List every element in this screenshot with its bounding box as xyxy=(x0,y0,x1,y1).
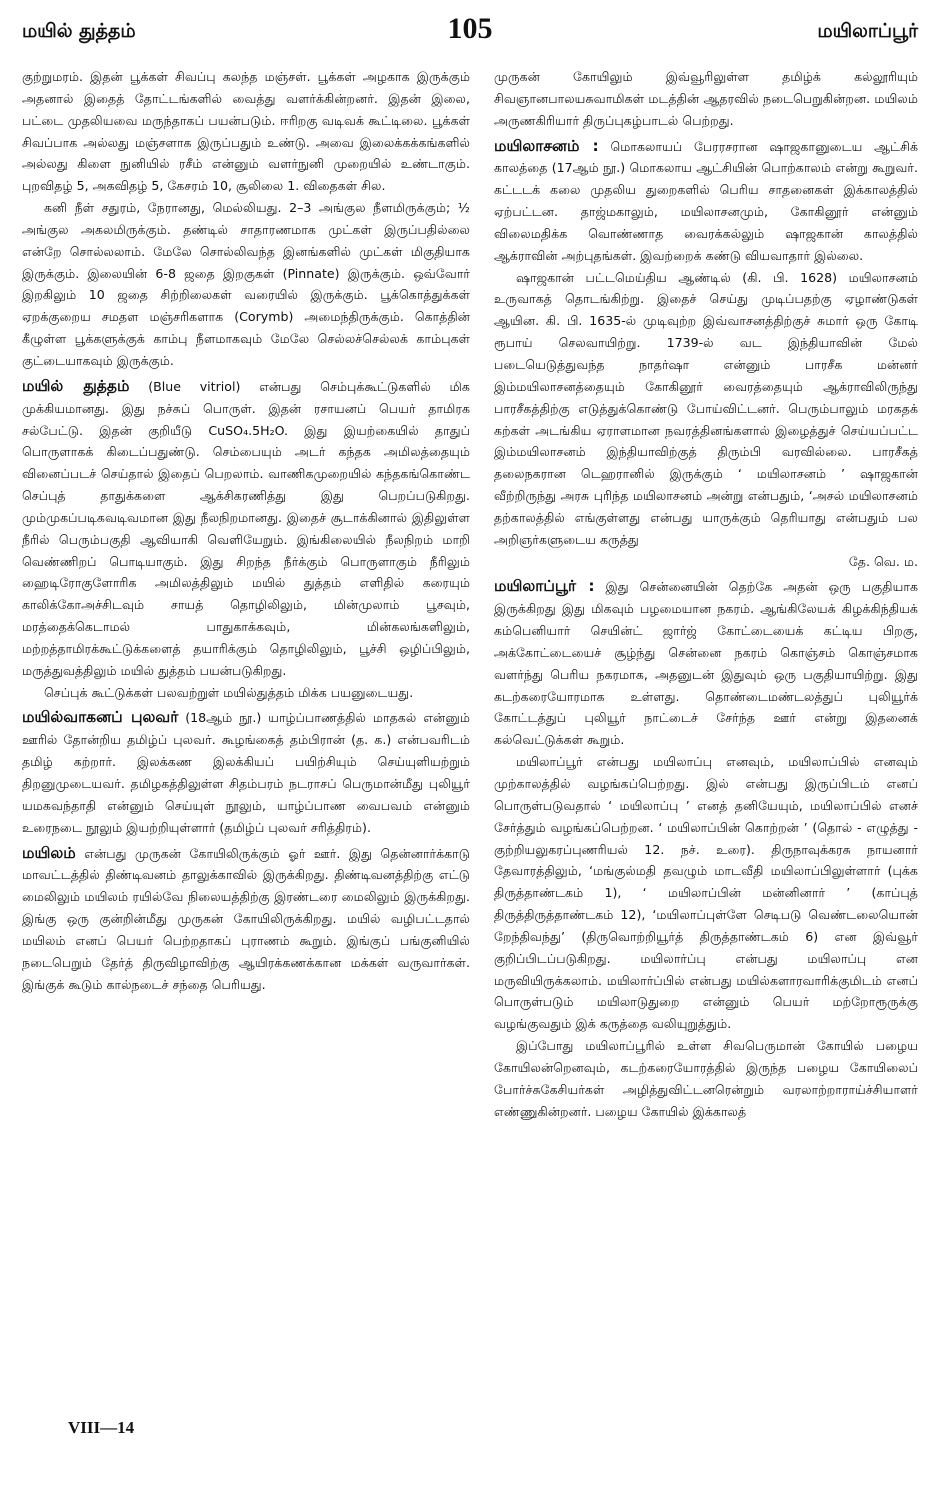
paragraph: ஷாஜகான் பட்டமெய்திய ஆண்டில் (கி. பி. 1628) மயிலாசனம் உருவாகத் தொடங்கிற்று. இதைச் செய்து முடிப்பதற்கு ஏழாண்டுகள் ஆயின. கி. பி. 1635-ல் முடிவுற்ற இவ்வாசனத்திற்குச் சுமார் ஒரு கோடி ரூபாய் செலவாயிற்று. 1739-ல் வட இந்தியாவின் மேல் படையெடுத்துவந்த நாதர்ஷா என்னும் பாரசீக மன்னர் இம்மயிலாசனத்தையும் கோகினூர் வைரத்தையும் ஆக்ராவிலிருந்து பாரசீகத்திற்கு எடுத்துக்கொண்டு போய்விட்டனர். பெரும்பாலும் மரகதக் கற்கள் அடங்கிய ஏராளமான நவரத்தினங்களால் இழைத்துச் செய்யப்பட்ட இம்மயிலாசனம் இந்தியாவிற்குத் திரும்பி வரவில்லை. பாரசீகத் தலைநகரான டெஹரானில் இருக்கும் ‘ மயிலாசனம் ’ ஷாஜகான் வீற்றிருந்து அரசு புரிந்த மயிலாசனம் அன்று என்பதும், ‘அசல் மயிலாசனம் தற்காலத்தில் எங்குள்ளது என்பது யாருக்கும் தெரியாது என்பதும் பல அறிஞர்களுடைய கருத்து xyxy=(494,269,918,547)
entry-mayilam xyxy=(22,843,470,996)
entry-heading: மயிலம் xyxy=(22,843,76,862)
entry-heading: மயிலாசனம் : xyxy=(494,136,599,155)
entry-heading: மயில் துத்தம் xyxy=(22,376,130,395)
entry-text: என்பது முருகன் கோயிலிருக்கும் ஓர் ஊர். இது தென்னார்க்காடு மாவட்டத்தில் திண்டிவனம் தாலுக்காவில் இருக்கிறது. திண்டிவனத்திற்கு எட்டு மைலிலும் மயிலம் ரயில்வே நிலையத்திற்கு இரண்டரை மைலிலும் இருக்கிறது. இங்கு ஒரு குன்றின்மீது முருகன் கோயிலிருக்கிறது. மயில் வழிபட்டதால் மயிலம் எனப் பெயர் பெற்றதாகப் புராணம் கூறும். இங்குப் பங்குனியில் நடைபெறும் தேர்த் திருவிழாவிற்கு ஆயிரக்கணக்கான மக்கள் வருவார்கள். இங்குக் கூடும் கால்நடைச் சந்தை பெரியது. xyxy=(22,845,470,992)
entry-text: மொகலாயப் பேரரசரான ஷாஜகானுடைய ஆட்சிக் காலத்தை (17ஆம் நூ.) மொகலாய ஆட்சியின் பொற்காலம் என்று கூறுவர். கட்டடக் கலை முதலிய துறைகளில் பெரிய சாதனைகள் இக்காலத்தில் ஏற்பட்டன. தாஜ்மகாலும், மயிலாசனமும், கோகினூர் என்னும் விலைமதிக்க வொண்ணாத வைரக்கல்லும் ஷாஜகான் காலத்தில் ஆக்ராவின் அற்புதங்கள். இவற்றைக் கண்டு வியவாதார் இல்லை. xyxy=(494,138,919,263)
page-number: 105 xyxy=(447,12,493,45)
volume-signature: VIII—14 xyxy=(68,1418,135,1437)
paragraph: முருகன் கோயிலும் இவ்வூரிலுள்ள தமிழ்க் கல்லூரியும் சிவஞானபாலயசுவாமிகள் மடத்தின் ஆதரவில் நடைபெறுகின்றன. மயிலம் அருணகிரியார் திருப்புகழ்பாடல் பெற்றது. xyxy=(494,69,918,128)
page-header xyxy=(22,12,918,54)
entry-text: இது சென்னையின் தெற்கே அதன் ஒரு பகுதியாக இருக்கிறது இது மிகவும் பழமையான நகரம். ஆங்கிலேயக் கிழக்கிந்தியக் கம்பெனியார் செயின்ட் ஜார்ஜ் கோட்டையைக் கட்டிய பிறகு, அக்கோட்டையைச் சூழ்ந்து சென்னை நகரம் கொஞ்சம் கொஞ்சமாக வளர்ந்து பெரிய நகரமாக, அதனுடன் இதுவும் ஒரு பகுதியாயிற்று. இது கடற்கரையோரமாக உள்ளது. தொண்டைமண்டலத்துப் புலியூர்க் கோட்டத்துப் புலியூர் நாட்டைச் சேர்ந்த ஊர் என்று இதனைக் கல்வெட்டுக்கள் கூறும். xyxy=(494,579,918,748)
entry-heading: மயில்வாகனப் புலவர் xyxy=(22,708,179,727)
entry-heading: மயிலாப்பூர் : xyxy=(494,577,595,596)
paragraph: மயிலாப்பூர் என்பது மயிலாப்பு எனவும், மயிலாப்பில் எனவும் முற்காலத்தில் வழங்கப்பெற்றது. இல் என்பது இருப்பிடம் எனப் பொருள்படுவதால் ‘ மயிலாப்பு ’ எனத் தனியேயும், மயிலாப்பில் எனச் சேர்த்தும் வழங்கப்பெற்றன. ‘ மயிலாப்பின் கொற்றன் ’ (தொல் - எழுத்து - குற்றியலுகரப்புணரியல் 12. நச். உரை). திருநாவுக்கரசு நாயனார் தேவாரத்திலும், ‘மங்குல்மதி தவழும் மாடவீதி மயிலாப்பிலுள்ளார் (புக்க திருத்தாண்டகம் 1), ‘ மயிலாப்பின் மன்னினார் ’ (காப்புத் திருத்திருத்தாண்டகம் 12), ‘மயிலாப்புள்ளே செடிபடு வெண்டலையொன் றேந்திவந்து’ (திருவொற்றியூர்த் திருத்தாண்டகம் 6) என இவ்வூர் குறிப்பிடப்படுகிறது. மயிலார்ப்பு என்பது மயிலாப்பு என மருவியிருக்கலாம். மயிலார்ப்பில் என்பது மயில்களாரவாரிக்குமிடம் எனப் பொருள்படும் மயிலாடுதுறை என்னும் பெயர் மற்றோரூருக்கு வழங்குவதும் இக் கருத்தை வலியுறுத்தும். xyxy=(494,754,918,1032)
entry-mayilvagana-pulavar xyxy=(22,707,470,838)
entry-text: (18ஆம் நூ.) யாழ்ப்பாணத்தில் மாதகல் என்னும் ஊரில் தோன்றிய தமிழ்ப் புலவர். கூழங்கைத் தம்பிரான் (த. க.) என்பவரிடம் தமிழ் கற்றார். இலக்கண இலக்கியப் பயிற்சியும் செய்யுளியற்றும் திறனுமுடையவர். தமிழகத்திலுள்ள சிதம்பரம் நடராசப் பெருமான்மீது புலியூர் யமகவந்தாதி என்னும் செய்யுள் நூலும், யாழ்ப்பாண வைபவம் என்னும் உரைநடை நூலும் இயற்றியுள்ளார் (தமிழ்ப் புலவர் சரித்திரம்). xyxy=(22,710,470,835)
paragraph: கனி நீள் சதுரம், நேரானது, மெல்லியது. 2–3 அங்குல நீளமிருக்கும்; ½ அங்குல அகலமிருக்கும். தண்டில் சாதாரணமாக முட்கள் இருப்பதில்லை என்றே சொல்லலாம். மேலே சொல்லிவந்த இனங்களில் முட்கள் மிகுதியாக இருக்கும். இலையின் 6-8 ஜதை இறகுகள் (Pinnate) இருக்கும். ஒவ்வோர் இறகிலும் 10 ஜதை சிற்றிலைகள் வரையில் இருக்கும். பூக்கொத்துக்கள் ஏறக்குறைய சமதள மஞ்சரிகளாக (Corymb) அமைந்திருக்கும். கொத்தின் கீழுள்ள பூக்களுக்குக் காம்பு நீளமாகவும் மேலே செல்லச்செல்லக் காம்புகள் குட்டையாகவும் இருக்கும். xyxy=(22,200,470,368)
entry-text: (Blue vitriol) என்பது செம்புக்கூட்டுகளில் மிக முக்கியமானது. இது நச்சுப் பொருள். இதன் ரசாயனப் பெயர் தாமிரக சல்பேட்டு. இதன் குறியீடு CuSO₄.5H₂O. இது இயற்கையில் தாதுப் பொருளாகக் கிடைப்பதுண்டு. செம்பையும் அடர் கந்தக அமிலத்தையும் வினைப்படச் செய்தால் இதைப் பெறலாம். வாணிகமுறையில் கந்தகங்கொண்ட செப்புத் தாதுக்களை ஆக்சிகரணித்து இது பெறப்படுகிறது. மும்முகப்படிகவடிவமான இது நீலநிறமானது. இதைச் சூடாக்கினால் இதிலுள்ள நீரில் பெரும்பகுதி ஆவியாகி வெளியேறும். இங்கிலையில் நீலநிறம் மாறி வெண்ணிறப் பொடியாகும். இது சிறந்த நீர்க்கும் பொருளாகும் நீரிலும் ஹைடிரோகுளோரிக அமிலத்திலும் மயில் துத்தம் எளிதில் கரையும் காலிக்கோஅச்சிடவும் சாயத் தொழிலிலும், மின்முலாம் பூசவும், மரத்தைக்கெடாமல் பாதுகாக்கவும், மின்கலங்களிலும், மற்றத்தாமிரக்கூட்டுக்களைத் தயாரிக்கும் தொழிலிலும், பூச்சி ஒழிப்பிலும், மருத்துவத்திலும் மயில் துத்தம் பயன்படுகிறது. xyxy=(22,378,470,678)
entry-mayil-thuththam xyxy=(22,376,470,682)
paragraph: இப்போது மயிலாப்பூரில் உள்ள சிவபெருமான் கோயில் பழைய கோயிலன்றெனவும், கடற்கரையோரத்தில் இருந்த பழைய கோயிலைப் போர்ச்சுகேசியர்கள் அழித்துவிட்டனரென்றும் வரலாற்றாராய்ச்சியாளர் எண்ணுகின்றனர். பழைய கோயில் இக்காலத் xyxy=(494,1038,918,1119)
entry-mayilasanam xyxy=(494,136,918,267)
right-column xyxy=(494,66,918,1123)
author-signature: தே. வெ. ம. xyxy=(848,553,918,569)
header-right-guideword: மயிலாப்பூர் xyxy=(817,20,918,42)
entry-mayilapur xyxy=(494,576,918,751)
paragraph: குற்றுமரம். இதன் பூக்கள் சிவப்பு கலந்த மஞ்சள். பூக்கள் அழகாக இருக்கும் அதனால் இதைத் தோட்டங்களில் வைத்து வளர்க்கின்றனர். இதன் இலை, பட்டை முதலியவை மருந்தாகப் பயன்படும். ஈரிறகு வடிவக் கூட்டிலை. பூக்கள் சிவப்பாக அல்லது மஞ்சளாக இருப்பதும் உண்டு. அவை இலைக்கக்கங்களில் அல்லது கிளை நுனியில் ரசீம் என்னும் வளர்நுனி முறையில் உண்டாகும். புறவிதழ் 5, அகவிதழ் 5, கேசரம் 10, சூலிலை 1. விதைகள் சில. xyxy=(22,69,470,194)
header-left-guideword: மயில் துத்தம் xyxy=(22,20,136,42)
paragraph: செப்புக் கூட்டுக்கள் பலவற்றுள் மயில்துத்தம் மிக்க பயனுடையது. xyxy=(44,684,414,700)
left-column xyxy=(22,66,470,995)
